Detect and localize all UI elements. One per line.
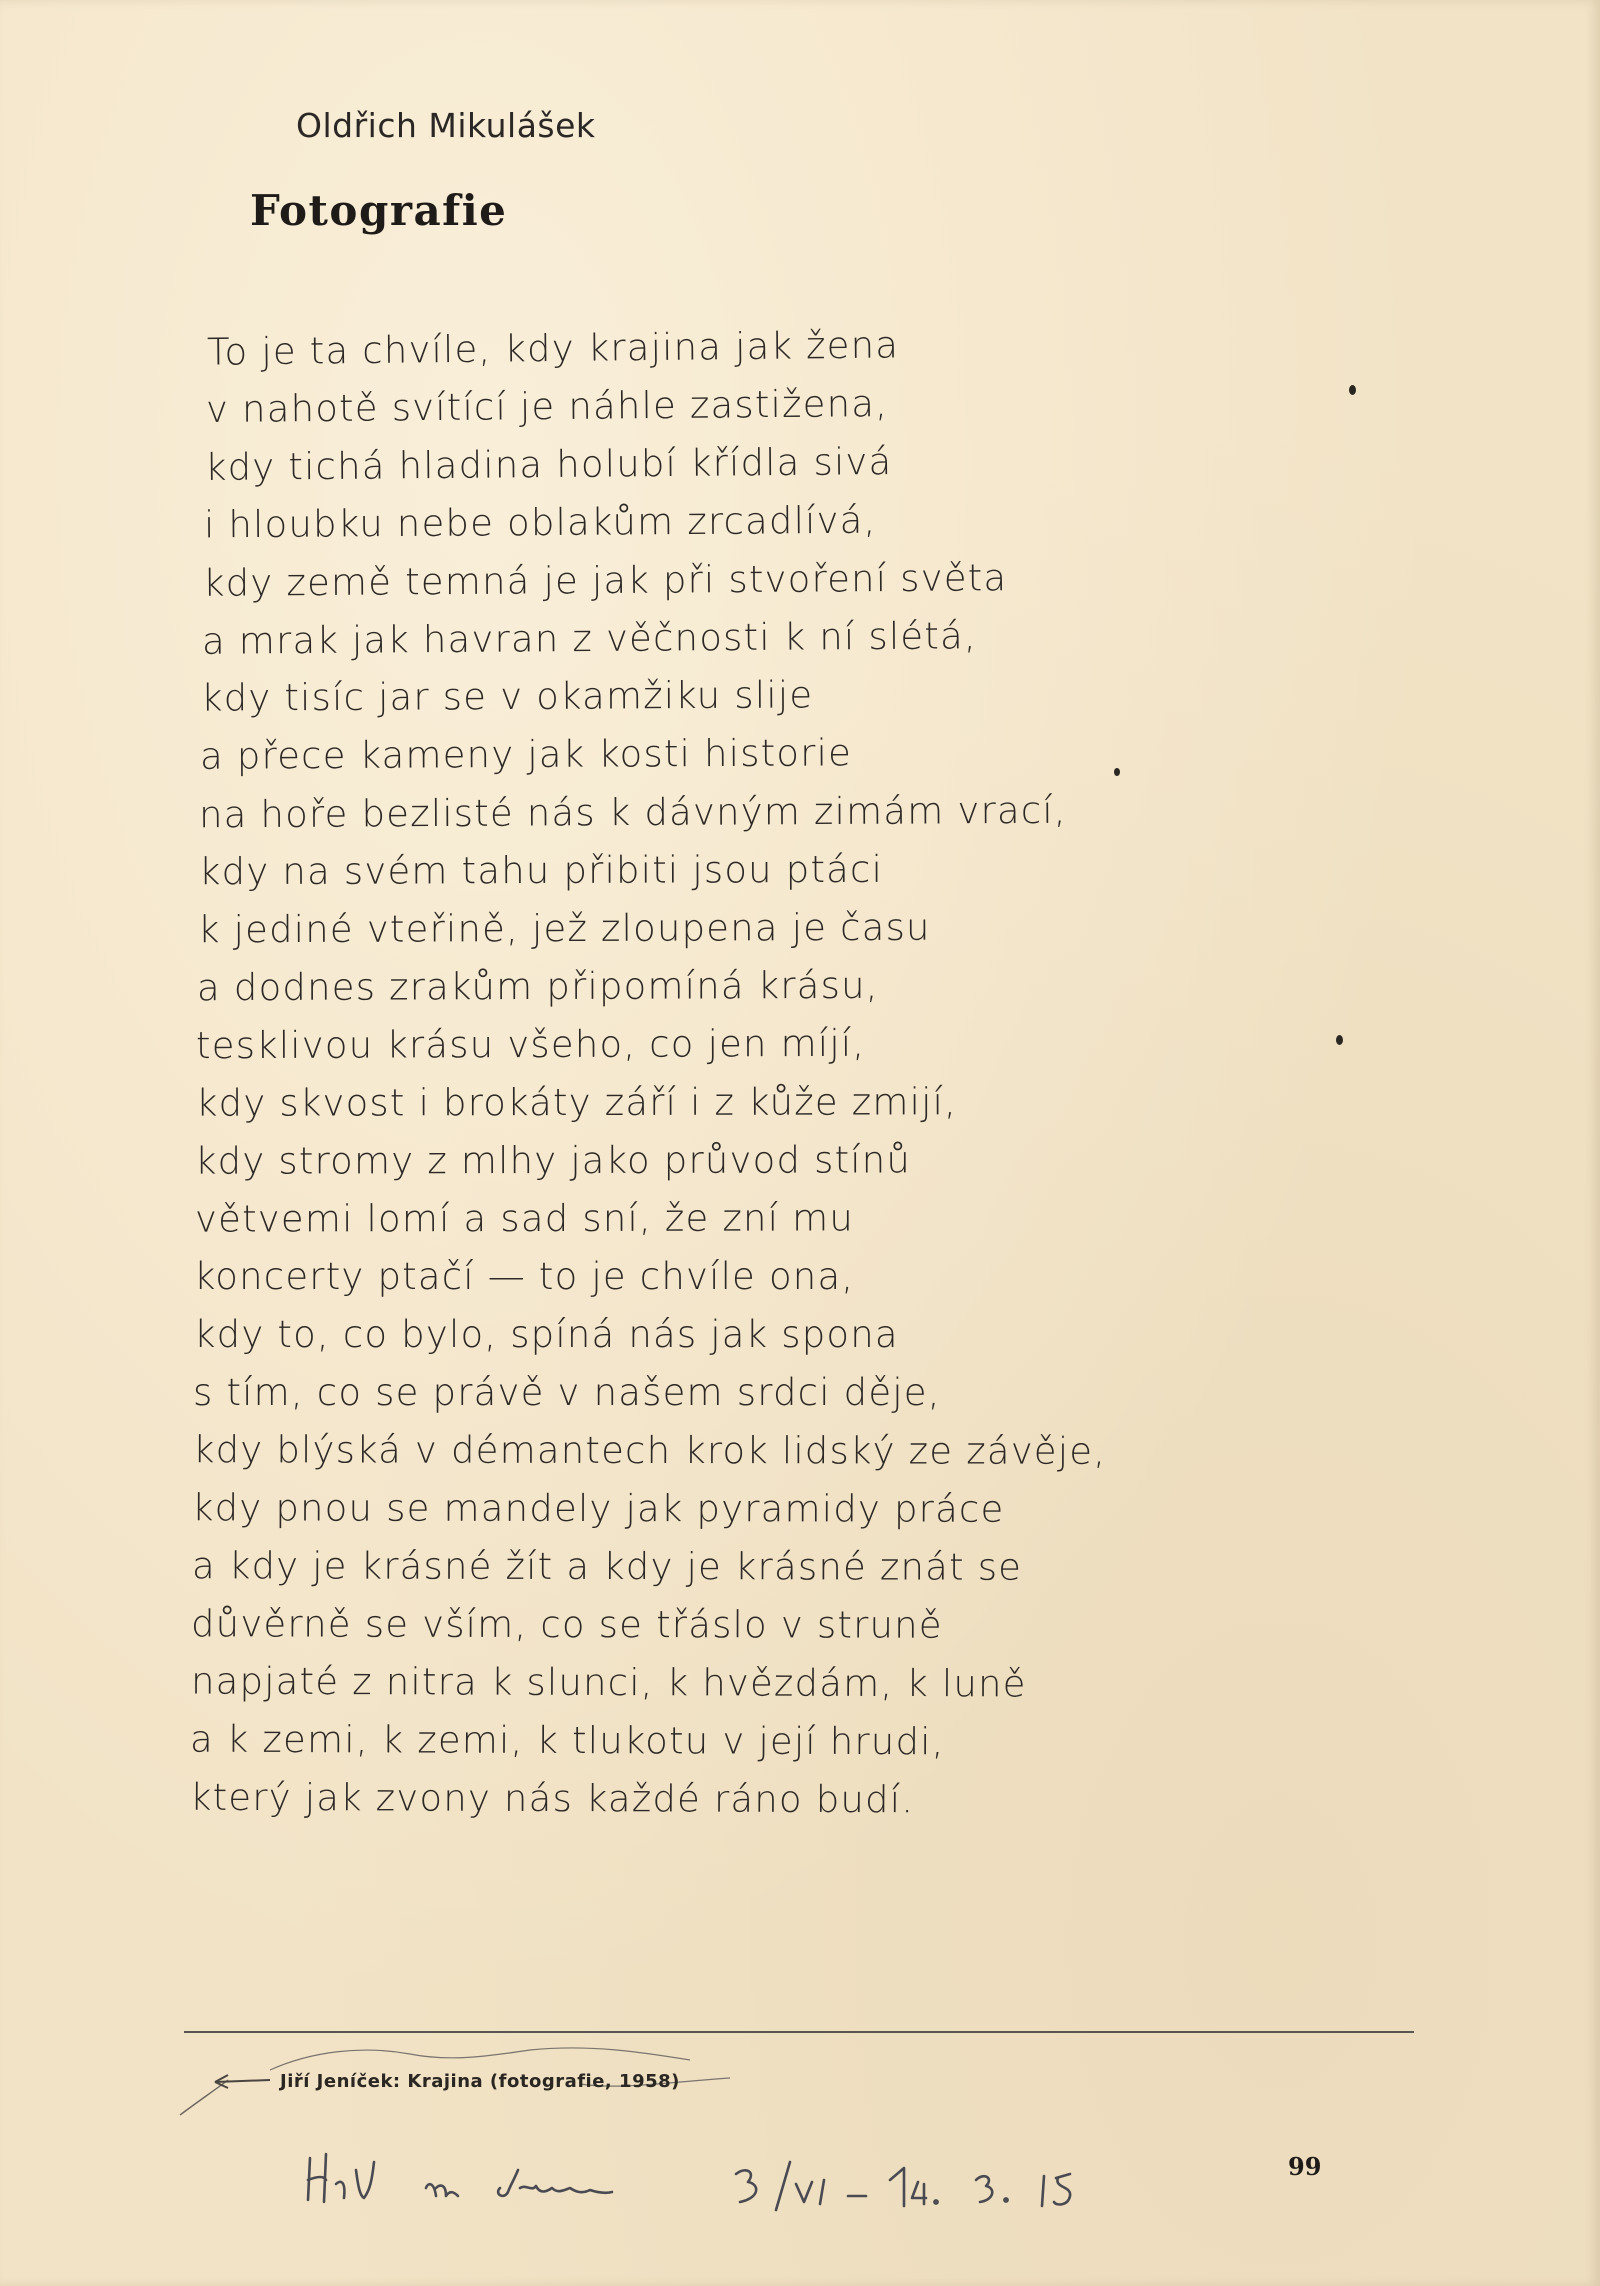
poem-line: k jediné vteřině, jež zloupena je času: [197, 905, 931, 952]
poem-line: a k zemi, k zemi, k tlukotu v její hrudi,: [189, 1717, 945, 1764]
poem-line: větvemi lomí a sad sní, že zní mu: [194, 1196, 855, 1241]
poem-line: kdy země temná je jak při stvoření světa: [202, 556, 1008, 605]
handwritten-note: [300, 2140, 1160, 2220]
poem-line: kdy pnou se mandely jak pyramidy práce: [191, 1486, 1005, 1531]
poem-line: koncerty ptačí — to je chvíle ona,: [194, 1255, 855, 1298]
poem-line: kdy tichá hladina holubí křídla sivá: [204, 440, 893, 489]
paper-speck: [1114, 768, 1120, 776]
poem-line: a dodnes zrakům připomíná krásu,: [196, 963, 879, 1010]
poem-line: kdy stromy z mlhy jako průvod stínů: [194, 1138, 912, 1183]
poem-line: který jak zvony nás každé ráno budí.: [189, 1775, 915, 1822]
poem-line: kdy to, co bylo, spíná nás jak spona: [194, 1313, 899, 1356]
poem-line: i hloubku nebe oblakům zrcadlívá,: [203, 498, 877, 547]
poem-line: kdy na svém tahu přibiti jsou ptáci: [198, 847, 884, 894]
poem-line: s tím, co se právě v našem srdci děje,: [193, 1371, 941, 1414]
poem-title: Fotografie: [250, 186, 508, 235]
poem-line: To je ta chvíle, kdy krajina jak žena: [206, 323, 900, 374]
poem-line: a mrak jak havran z věčnosti k ní slétá,: [201, 614, 978, 663]
poem-line: a přece kameny jak kosti historie: [199, 731, 853, 778]
poem-line: kdy blýská v démantech krok lidský ze závěje,: [192, 1428, 1107, 1473]
paper-speck: [1336, 1035, 1343, 1045]
poem-line: napjaté z nitra k slunci, k hvězdám, k luně: [190, 1659, 1027, 1706]
poem-line: kdy tisíc jar se v okamžiku slije: [200, 673, 814, 720]
paper-speck: [1349, 385, 1356, 395]
poem-line: kdy skvost i brokáty září i z kůže zmijí,: [195, 1080, 958, 1125]
poem-line: a kdy je krásné žít a kdy je krásné znát se: [191, 1544, 1023, 1589]
author-name: Oldřich Mikulášek: [296, 106, 596, 145]
poem-line: v nahotě svítící je náhle zastižena,: [205, 382, 889, 431]
photo-caption: Jiří Jeníček: Krajina (fotografie, 1958): [280, 2071, 680, 2092]
page-number: 99: [1288, 2152, 1322, 2181]
poem-line: tesklivou krásu všeho, co jen míjí,: [195, 1021, 866, 1068]
poem-line: na hoře bezlisté nás k dávným zimám vrací,: [198, 788, 1067, 837]
poem-line: důvěrně se vším, co se třáslo v struně: [190, 1602, 943, 1647]
